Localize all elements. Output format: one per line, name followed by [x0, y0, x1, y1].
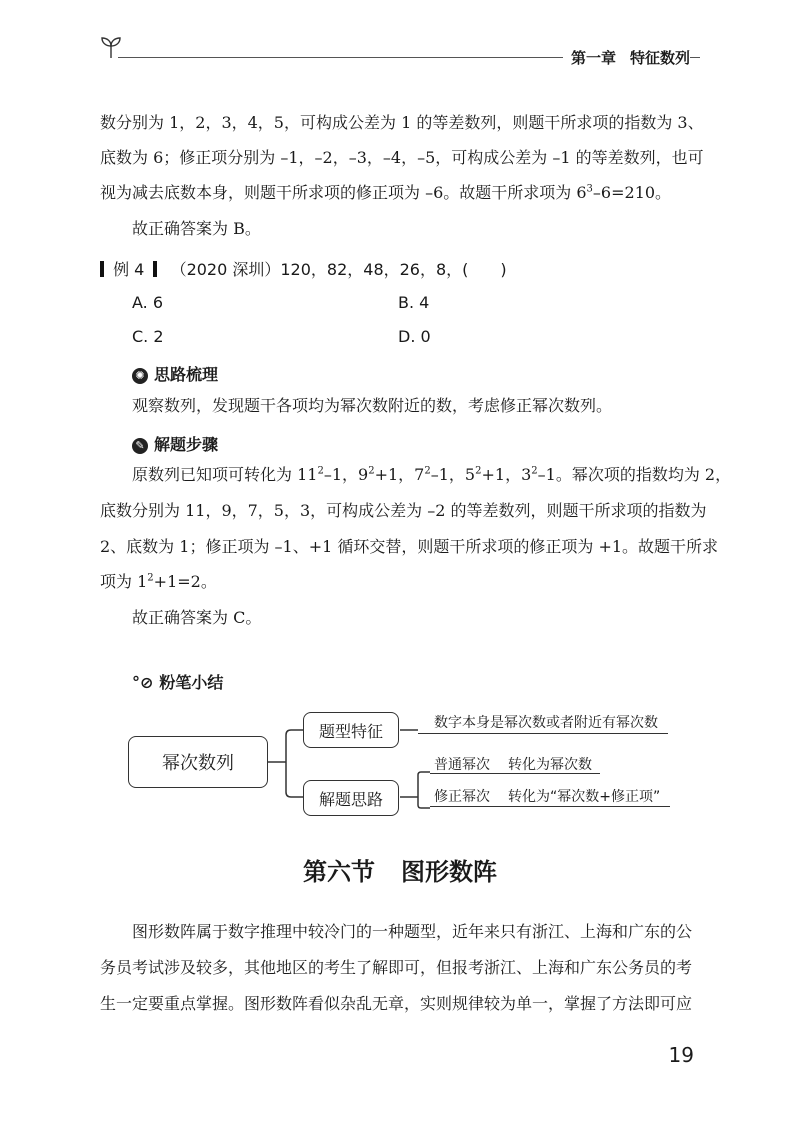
option-c: C. 2: [132, 327, 164, 346]
thinking-text: 观察数列，发现题干各项均为幂次数附近的数，考虑修正幂次数列。: [132, 396, 613, 415]
summary-branch-method: 解题思路: [303, 780, 399, 816]
summary-heading: °⊘ 粉笔小结: [132, 673, 224, 692]
answer-line: 故正确答案为 C。: [132, 608, 262, 627]
option-b: B. 4: [398, 293, 430, 312]
option-a: A. 6: [132, 293, 164, 312]
page-number: 19: [668, 1043, 694, 1067]
steps-line: 2、底数为 1；修正项为 –1、+1 循环交替，则题干所求项的修正项为 +1。故题干所求: [100, 537, 719, 556]
summary-leaf: 修正幂次 转化为“幂次数+修正项”: [434, 789, 661, 805]
steps-line: 底数分别为 11，9，7，5，3，可构成公差为 –2 的等差数列，则题干所求项的指数为: [100, 501, 707, 520]
thinking-heading: ✺ 思路梳理: [132, 362, 218, 385]
steps-line: 项为 $1^2+1=2$。: [100, 572, 217, 591]
paragraph-line: 数分别为 1，2，3，4，5，可构成公差为 1 的等差数列，则题干所求项的指数为 3、: [100, 113, 704, 132]
leaf-rule: [418, 733, 668, 734]
intro-line: 生一定要重点掌握。图形数阵看似杂乱无章，实则规律较为单一，掌握了方法即可应: [100, 994, 693, 1013]
lightbulb-icon: ✺: [132, 368, 148, 384]
summary-leaf: 数字本身是幂次数或者附近有幂次数: [434, 715, 658, 731]
pencil-icon: ✎: [132, 438, 148, 454]
answer-line: 故正确答案为 B。: [132, 219, 261, 238]
summary-branch-type: 题型特征: [303, 712, 399, 748]
steps-line: 原数列已知项可转化为 $11^2-1$，$9^2+1$，$7^2-1$，$5^2+1$，$3^2-1$。幂次项的指数均为 2，: [132, 465, 732, 484]
paragraph-line: 视为减去底数本身，则题干所求项的修正项为 –6。故题干所求项为 $6^3-6=210$。: [100, 183, 672, 202]
example-label: 例 4: [113, 260, 145, 279]
chapter-topic: 特征数列: [629, 49, 690, 67]
section-title: 第六节 图形数阵: [303, 858, 497, 886]
summary-root: 幂次数列: [128, 736, 268, 788]
summary-leaf: 普通幂次 转化为幂次数: [434, 757, 592, 773]
leaf-rule: [430, 773, 600, 774]
chapter-label: 第一章: [570, 49, 616, 67]
steps-heading: ✎ 解题步骤: [132, 432, 218, 455]
paragraph-line: 底数为 6；修正项分别为 –1，–2，–3，–4，–5，可构成公差为 –1 的等差数列，也可: [100, 148, 704, 167]
chalk-icon: °⊘: [132, 673, 154, 692]
intro-line: 务员考试涉及较多，其他地区的考生了解即可，但报考浙江、上海和广东公务员的考: [100, 958, 693, 977]
intro-line: 图形数阵属于数字推理中较冷门的一种题型，近年来只有浙江、上海和广东的公: [132, 922, 693, 941]
leaf-rule: [430, 806, 670, 807]
example-question: （2020 深圳）120，82，48，26，8，( ): [170, 260, 507, 279]
option-d: D. 0: [398, 327, 431, 346]
